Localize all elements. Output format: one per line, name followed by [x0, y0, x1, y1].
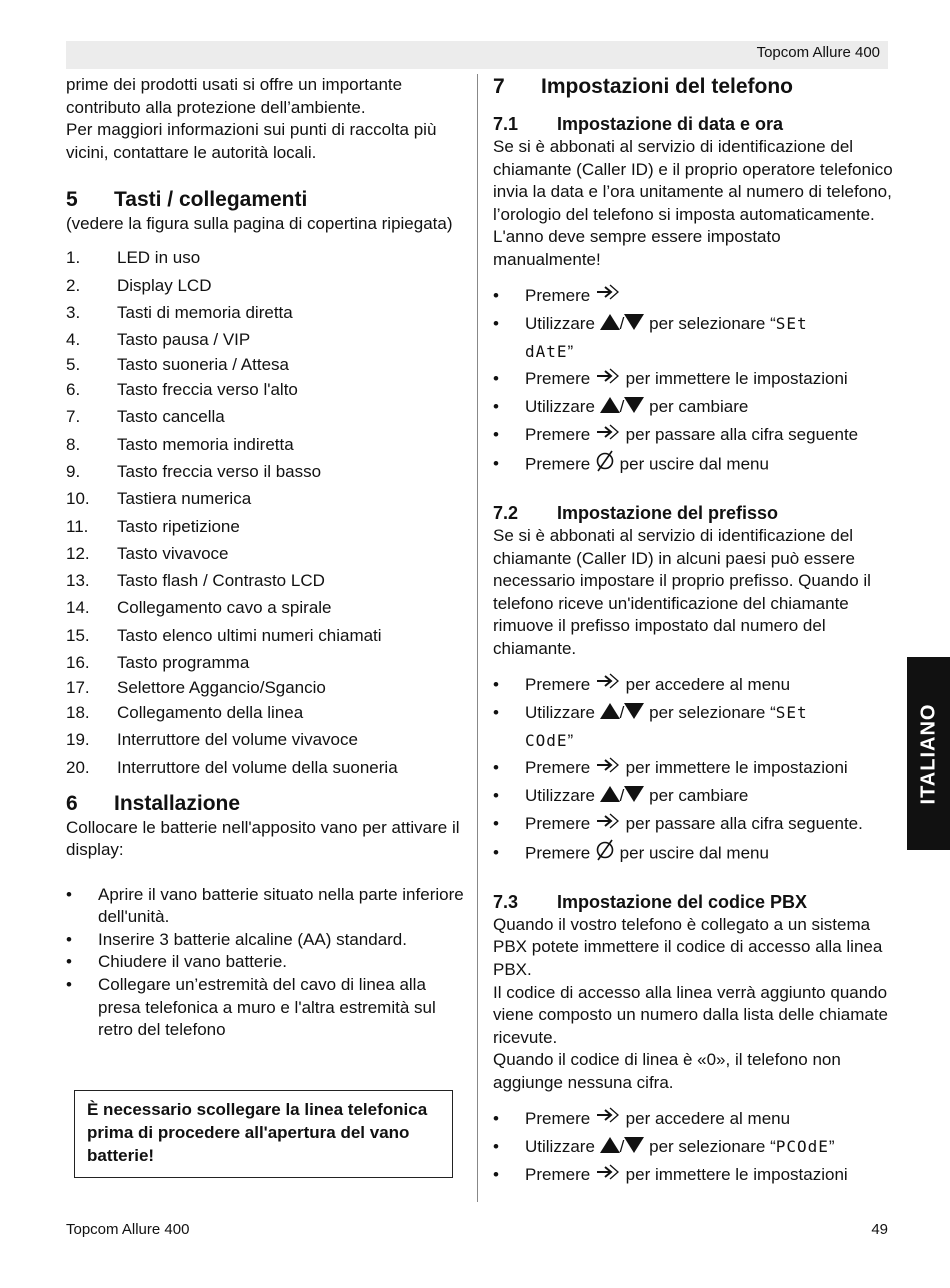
section-6-text: Collocare le batterie nell'apposito vano per attivare il display: [66, 817, 460, 860]
list-item [66, 595, 468, 622]
item-number: 6. [66, 380, 81, 400]
section-title: Impostazioni del telefono [541, 75, 794, 98]
bullet-text: Collegare un’estremità del cavo di linea alla presa telefonica a muro e l'altra estremità sul retro del telefono [98, 975, 436, 1040]
item-number: 19. [66, 730, 90, 750]
down-arrow-icon [624, 700, 644, 727]
item-number: 16. [66, 653, 90, 673]
section-7-3-text-3: Quando il codice di linea è «0», il telefono non aggiunge nessuna cifra. [493, 1050, 841, 1093]
list-item [66, 622, 468, 649]
item-label: Tasto elenco ultimi numeri chiamati [117, 625, 382, 645]
list-item [66, 754, 468, 781]
item-number: 14. [66, 598, 90, 618]
down-arrow-icon [624, 394, 644, 421]
item-number: 11. [66, 516, 89, 536]
item-label: Tasto ripetizione [117, 516, 240, 536]
item-label: Collegamento cavo a spirale [117, 598, 332, 618]
section-6-heading [66, 791, 468, 817]
down-arrow-icon [624, 311, 644, 338]
list-item: • Utilizzare / per selezionare “PCOdE” [493, 1133, 893, 1161]
up-arrow-icon [600, 700, 620, 727]
pbx-steps [493, 1105, 893, 1189]
date-time-steps [493, 282, 893, 480]
item-label: Collegamento della linea [117, 702, 304, 722]
enter-arrow-icon [595, 366, 621, 393]
section-number: 6 [66, 791, 78, 815]
item-number: 13. [66, 571, 90, 591]
section-title: Impostazione di data e ora [557, 114, 784, 134]
keys-list [66, 245, 468, 782]
item-label: Tasto memoria indiretta [117, 434, 294, 454]
list-item [66, 486, 468, 513]
list-item [66, 727, 468, 754]
lcd-text: SEt [775, 702, 808, 722]
up-arrow-icon [600, 783, 620, 810]
down-arrow-icon [624, 783, 644, 810]
item-label: Selettore Aggancio/Sgancio [117, 678, 326, 698]
intro-text-2: Per maggiori informazioni sui punti di raccolta più vicini, contattare le autorità locali. [66, 120, 437, 162]
list-item [66, 459, 468, 486]
footer-title: Topcom Allure 400 [66, 1221, 190, 1238]
section-number: 7.1 [493, 114, 519, 134]
header-title: Topcom Allure 400 [756, 44, 880, 61]
section-7-2-text: Se si è abbonati al servizio di identificazione del chiamante (Caller ID) in alcuni paesi può essere necessario impostare il proprio prefisso. Quando il telefono riceve un'identificazione del chiamante rimuove il prefisso impostato dal numero del chiamante. [493, 525, 871, 658]
list-item [66, 300, 468, 327]
section-7-1-heading [493, 112, 893, 136]
item-label: Tasto pausa / VIP [117, 330, 251, 350]
enter-arrow-icon [595, 282, 621, 309]
item-label: Tasto freccia verso l'alto [117, 380, 298, 400]
enter-arrow-icon [595, 755, 621, 782]
list-item [66, 700, 468, 727]
list-item: • Utilizzare / per selezionare “SEt COdE” [493, 699, 893, 754]
item-number: 2. [66, 275, 81, 295]
section-7-2-heading [493, 501, 893, 525]
item-number: 8. [66, 434, 81, 454]
item-label: Tasto programma [117, 653, 250, 673]
section-title: Impostazione del codice PBX [557, 891, 808, 912]
item-number: 12. [66, 543, 90, 563]
up-arrow-icon [600, 311, 620, 338]
enter-arrow-icon [595, 1162, 621, 1189]
item-number: 3. [66, 302, 81, 322]
item-number: 15. [66, 625, 90, 645]
list-item: • Premere per immettere le impostazioni [493, 365, 893, 393]
item-number: 18. [66, 702, 90, 722]
section-5-heading [66, 187, 468, 213]
exit-icon [595, 839, 615, 869]
bullet-text: Aprire il vano batterie situato nella parte inferiore dell'unità. [98, 884, 464, 927]
section-title: Installazione [114, 791, 241, 815]
section-7-3-heading [493, 890, 893, 914]
list-item [66, 377, 468, 404]
section-7-3-text-1: Quando il vostro telefono è collegato a un sistema PBX potete immettere il codice di accesso alla linea PBX. [493, 914, 883, 980]
prefix-steps [493, 671, 893, 869]
list-item [66, 354, 468, 377]
lcd-text: COdE [525, 730, 568, 750]
list-item: • Premere per accedere al menu [493, 1105, 893, 1133]
list-item: • Premere per uscire dal menu [493, 839, 893, 869]
list-item: • Chiudere il vano batterie. [66, 951, 468, 974]
item-label: Interruttore del volume vivavoce [117, 730, 358, 750]
enter-arrow-icon [595, 1105, 621, 1132]
up-arrow-icon [600, 1134, 620, 1161]
right-column [493, 74, 893, 1189]
list-item: • Premere per immettere le impostazioni [493, 754, 893, 782]
battery-warning: È necessario scollegare la linea telefonica prima di procedere all'apertura del vano batterie! [74, 1090, 453, 1178]
list-item: • Premere per passare alla cifra seguente. [493, 810, 893, 838]
item-label: Tasto freccia verso il basso [117, 461, 322, 481]
bullet-text: Chiudere il vano batterie. [98, 952, 288, 972]
lcd-text: SEt [775, 313, 808, 333]
list-item: • Inserire 3 batterie alcaline (AA) standard. [66, 929, 468, 952]
list-item: • Utilizzare / per selezionare “SEt dAtE” [493, 310, 893, 365]
list-item [66, 650, 468, 677]
lcd-text: dAtE [525, 341, 568, 361]
list-item: • Premere per immettere le impostazioni [493, 1161, 893, 1189]
item-label: Tasto vivavoce [117, 543, 229, 563]
page-header [66, 41, 888, 69]
list-item [66, 513, 468, 540]
list-item: • Collegare un’estremità del cavo di linea alla presa telefonica a muro e l'altra estremità sul retro del telefono [66, 974, 468, 1042]
section-number: 7.2 [493, 502, 519, 523]
section-number: 7.3 [493, 891, 519, 912]
enter-arrow-icon [595, 671, 621, 698]
language-tab-label: ITALIANO [917, 703, 939, 804]
item-number: 5. [66, 355, 81, 375]
list-item [66, 431, 468, 458]
item-label: Tasto flash / Contrasto LCD [117, 571, 325, 591]
section-number: 7 [493, 75, 505, 98]
lcd-text: PCOdE [775, 1136, 829, 1156]
down-arrow-icon [624, 1134, 644, 1161]
list-item: • Premere [493, 282, 893, 310]
item-number: 9. [66, 461, 81, 481]
column-divider [477, 74, 478, 1202]
enter-arrow-icon [595, 422, 621, 449]
item-label: Tasti di memoria diretta [117, 302, 293, 322]
item-label: Tasto cancella [117, 407, 225, 427]
section-7-3-text-2: Il codice di accesso alla linea verrà aggiunto quando viene composto un numero dalla lista delle chiamate ricevute. [493, 982, 889, 1047]
list-item: • Utilizzare / per cambiare [493, 393, 893, 421]
section-5-note: (vedere la figura sulla pagina di copertina ripiegata) [66, 214, 453, 234]
item-number: 17. [66, 678, 90, 698]
section-number: 5 [66, 188, 78, 212]
list-item: • Premere per uscire dal menu [493, 450, 893, 480]
item-number: 1. [66, 248, 81, 268]
list-item [66, 272, 468, 299]
page-number: 49 [871, 1221, 888, 1238]
section-title: Tasti / collegamenti [114, 188, 308, 212]
item-number: 4. [66, 330, 81, 350]
item-number: 10. [66, 489, 90, 509]
item-number: 7. [66, 407, 81, 427]
enter-arrow-icon [595, 811, 621, 838]
list-item [66, 404, 468, 431]
list-item [66, 568, 468, 595]
list-item [66, 245, 468, 272]
language-tab [907, 657, 950, 850]
item-label: Interruttore del volume della suoneria [117, 757, 398, 777]
intro-text: prime dei prodotti usati si offre un importante contributo alla protezione dell’ambiente. [66, 75, 403, 117]
list-item [66, 327, 468, 354]
section-title: Impostazione del prefisso [557, 502, 779, 523]
item-label: LED in uso [117, 248, 201, 268]
exit-icon [595, 450, 615, 480]
item-label: Tasto suoneria / Attesa [117, 355, 289, 375]
item-label: Display LCD [117, 275, 212, 295]
list-item: • Utilizzare / per cambiare [493, 782, 893, 810]
list-item: • Premere per passare alla cifra seguente [493, 421, 893, 449]
section-7-heading [493, 74, 893, 100]
up-arrow-icon [600, 394, 620, 421]
list-item [66, 541, 468, 568]
install-steps [66, 884, 468, 1042]
left-column [66, 74, 468, 1042]
list-item [66, 677, 468, 700]
list-item: • Aprire il vano batterie situato nella parte inferiore dell'unità. [66, 884, 468, 929]
item-number: 20. [66, 757, 90, 777]
item-label: Tastiera numerica [117, 489, 252, 509]
bullet-text: Inserire 3 batterie alcaline (AA) standard. [98, 929, 407, 949]
section-7-1-text: Se si è abbonati al servizio di identificazione del chiamante (Caller ID) e il proprio operatore telefonico invia la data e l’ora unitamente al numero di telefono, l’orologio del telefono si imposta automaticamente. L'anno deve sempre essere impostato manualmente! [493, 137, 893, 269]
list-item: • Premere per accedere al menu [493, 671, 893, 699]
